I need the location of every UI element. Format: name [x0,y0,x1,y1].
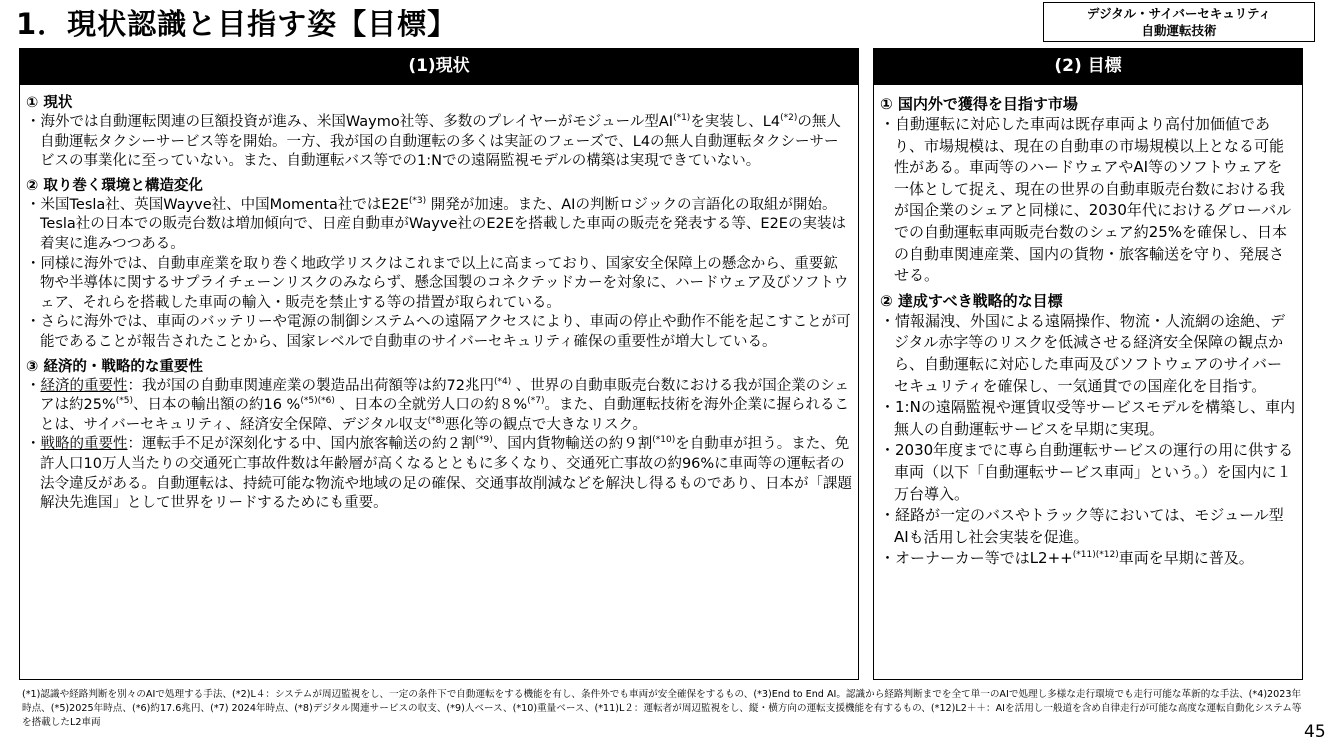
goal-panel [873,84,1303,680]
left-section-title-2: ② 取り巻く環境と構造変化 [26,177,203,194]
left-bullet-2-1: ・米国Tesla社、英国Wayve社、中国Momenta社では$E2E^{(*3)}$ 開発が加速。また、AIの判断ロジックの言語化の取組が開始。 Tesla社の日本での販売台数は増加傾向で、日産自動車がWayve社のE2Eを搭載した車両の販売を発表する等、E2Eの実装は着実に進みつつある。 [26,195,846,252]
right-section-title-2: ② 達成すべき戦略的な目標 [880,291,1063,310]
category-tag-line2: 自動運転技術 [1141,23,1217,38]
left-bullet-2-3: ・さらに海外では、車両のバッテリーや電源の制御システムへの遠隔アクセスにより、車両の停止や動作不能を起こすことが可能であることが報告されたことから、国家レベルで自動車のサイバーセキュリティ確保の重要性が増大している。 [26,314,851,350]
left-bullet-1-1: ・海外では自動運転関連の巨額投資が進み、米国Waymo社等、多数のプレイヤーがモジュール型$AI^{(*1)}$を実装し、$L4^{(*2)}$の無人自動運転タクシーサービス等を開始。一方、我が国の自動運転の多くは実証のフェーズで、L4の無人自動運転タクシーサービスの事業化に至っていない。また、自動運転バス等での1:Nでの遠隔監視モデルの構築は実現できていない。 [26,113,841,170]
right-bullet-2-5: ・オーナーカー等ではL2++$^{(*11)(*12)}$車両を早期に普及。 [880,549,1254,568]
left-section-title-3: ③ 経済的・戦略的な重要性 [26,358,203,375]
right-bullet-2-3: ・2030年度までに専ら自動運転サービスの運行の用に供する車両（以下「自動運転サービス車両」という。）を国内に１万台導入。 [880,441,1294,503]
page-number: 45 [1304,722,1326,742]
category-tag [1043,2,1315,42]
right-bullet-2-4: ・経路が一定のバスやトラック等においては、モジュール型AIも活用し社会実装を促進。 [880,506,1284,546]
footnotes: (*1)認識や経路判断を別々のAIで処理する手法、(*2)L４：システムが周辺監視をし、一定の条件下で自動運転をする機能を有し、条件外でも車両が安全確保をするもの、(*3)End to End AI。認識から経路判断までを全て単一のAIで処理し多様な走行環境でも走行可能な革新的な手法、(*4)2023年時点、(*5)2025年時点、(*6)約17.6兆円、(*7) 2024年時点、(*8)デジタル関連サービスの収支、(*9)人ベース、(*10)重量ベース、(*11)L２：運転者が周辺監視をし、縦・横方向の運転支援機能を有するもの、(*12)L2＋＋：AIを活用し一般道を含め自律走行が可能な高度な運転自動化システム等を搭載したL2車両 [22,689,1302,729]
goal-header: (2) 目標 [873,48,1303,84]
category-tag-line1: デジタル・サイバーセキュリティ [1086,6,1272,21]
right-bullet-2-1: ・情報漏洩、外国による遠隔操作、物流・人流網の途絶、デジタル赤字等のリスクを低減させる経済安全保障の観点から、自動運転に対応した車両及びソフトウェアのサイバーセキュリティを確保し、一気通貫での国産化を目指す。 [880,311,1286,395]
current-status-panel [19,84,859,680]
left-section-title-1: ① 現状 [26,95,73,111]
right-section-title-1: ① 国内外で獲得を目指す市場 [880,95,1078,113]
right-bullet-2-2: ・1:Nの遠隔監視や運賃収受等サービスモデルを構築し、車内無人の自動運転サービスを早期に実現。 [880,398,1296,438]
page-title: 1．現状認識と目指す姿【目標】 [16,7,458,41]
left-bullet-3-2: ・戦略的重要性：運転手不足が深刻化する中、国内旅客輸送の約２割$^{(*9)}$、国内貨物輸送の約９割$^{(*10)}$を自動車が担う。また、免許人口10万人当たりの交通死亡事故件数は年齢層が高くなるとともに多くなり、交通死亡事故の約96%に車両等の運転者の法令違反がある。自動運転は、持続可能な物流や地域の足の確保、交通事故削減などを解決し得るものであり、日本が「課題解決先進国」として世界をリードするためにも重要。 [26,435,852,512]
left-bullet-2-2: ・同様に海外では、自動車産業を取り巻く地政学リスクはこれまで以上に高まっており、国家安全保障上の懸念から、重要鉱物や半導体に関するサプライチェーンリスクのみならず、懸念国製のコネクテッドカーを対象に、ハードウェア及びソフトウェア、それらを搭載した車両の輸入・販売を禁止する等の措置が取られている。 [26,255,849,311]
right-bullet-1-1: ・自動運転に対応した車両は既存車両より高付加価値であり、市場規模は、現在の自動車の市場規模以上となる可能性がある。車両等のハードウェアやAI等のソフトウェアを一体として捉え、現在の世界の自動車販売台数における我が国企業のシェアと同様に、2030年代におけるグローバルでの自動運転車両販売台数のシェア約25%を確保し、日本の自動車関連産業、国内の貨物・旅客輸送を守り、発展させる。 [880,115,1292,285]
current-status-header: (1)現状 [19,48,859,84]
left-bullet-3-1: ・経済的重要性：我が国の自動車関連産業の製造品出荷額等は約72兆円$^{(*4)}$ 、世界の自動車販売台数における我が国企業のシェアは約25%$^{(*5)}$、日本の輸出額の約16 %$^{(*5)(*6)}$ 、日本の全就労人口の約８%$^{(*7)}$。また、自動運転技術を海外企業に握られることは、サイバーセキュリティ、経済安全保障、デジタル収支$^{(*8)}$悪化等の観点で大きなリスク。 [26,376,850,433]
